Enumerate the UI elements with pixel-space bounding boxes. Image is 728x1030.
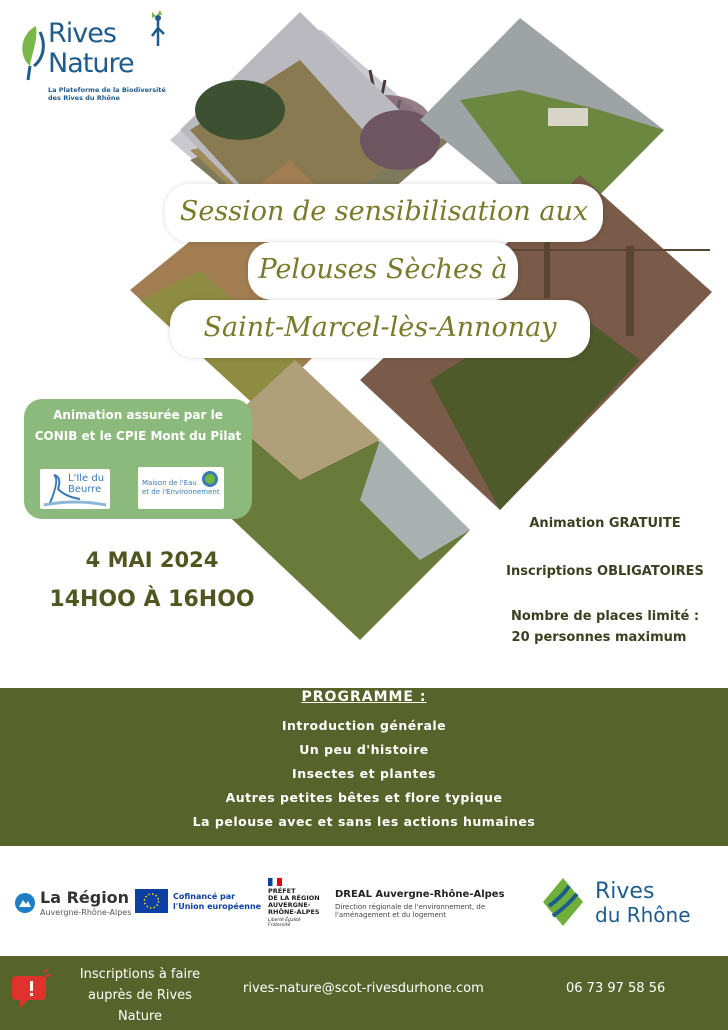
partner2-line2: et de l'Environnement [142,488,220,496]
region-name: La Région [40,888,130,907]
event-date: 4 MAI 2024 [85,548,219,572]
dreal-name: DREAL Auvergne-Rhône-Alpes [335,889,505,900]
alert-bubble-icon [12,970,52,1012]
rdr-line1: Rives [595,879,655,904]
prefet-line4: RHÔNE-ALPES [268,908,320,916]
logo-tagline: La Plateforme de la Biodiversité des Rives du Rhône [48,86,166,102]
logo-line1: Rives [48,18,116,49]
eu-flag-icon [135,889,168,913]
register-text: Inscriptions à faire auprès de Rives Nature [79,967,201,1024]
info-signup-prefix: Inscriptions [506,564,593,579]
event-time: 14HOO À 16HOO [49,587,255,612]
title-line3: Saint-Marcel-lès-Annonay [170,300,590,358]
partner1-name: L'Ile du Beurre [68,473,105,495]
programme-item: La pelouse avec et sans les actions humaines [192,814,536,829]
title-line2: Pelouses Sèches à [248,242,518,300]
logo-line2: Nature [48,48,134,79]
programme-item: Introduction générale [281,718,447,733]
eu-line1: Cofinancé par [173,892,236,901]
marianne-flag-icon [268,878,282,886]
programme-section [0,688,728,846]
info-price-prefix: Animation [529,516,605,531]
dreal-sub: Direction régionale de l'environnement, de l'aménagement et du logement [335,903,486,919]
footer-contact [0,956,728,1030]
title-line1: Session de sensibilisation aux [165,184,603,242]
info-signup [480,564,728,579]
prefet-motto: Liberté Égalité Fraternité [268,918,301,928]
partner2-line1: Maison de l'Eau [142,479,197,487]
programme-item: Autres petites bêtes et flore typique [225,790,503,805]
region-sub: Auvergne-Rhône-Alpes [40,908,132,917]
rives-du-rhone-icon [543,876,591,928]
rdr-line2: du Rhône [595,903,691,927]
info-price [480,516,728,531]
programme-item: Insectes et plantes [292,766,436,781]
prefet-line3: AUVERGNE- [268,901,311,909]
animation-text: Animation assurée par le CONIB et le CPIE Mont du Pilat [34,408,242,443]
contact-phone[interactable]: 06 73 97 58 56 [566,981,666,996]
contact-email[interactable]: rives-nature@scot-rivesdurhone.com [243,981,484,996]
ile-du-beurre-logo [40,469,110,509]
cpie-icon [200,469,220,489]
programme-item: Un peu d'histoire [299,742,429,757]
prefet-line2: DE LA RÉGION [268,894,320,902]
info-places-line2: 20 personnes maximum [511,630,687,645]
prefet-block [268,888,320,928]
eu-line2: l'Union européenne [173,902,262,911]
animation-partners-box [24,399,252,519]
sponsors-bar [0,846,728,956]
region-icon [14,892,36,914]
programme-heading: PROGRAMME : [301,689,427,705]
info-price-value: GRATUITE [608,516,681,531]
maison-eau-logo [138,467,224,509]
prefet-line1: PRÉFET [268,887,296,895]
info-places-line1: Nombre de places limité : [510,609,700,624]
info-signup-value: OBLIGATOIRES [597,564,704,579]
